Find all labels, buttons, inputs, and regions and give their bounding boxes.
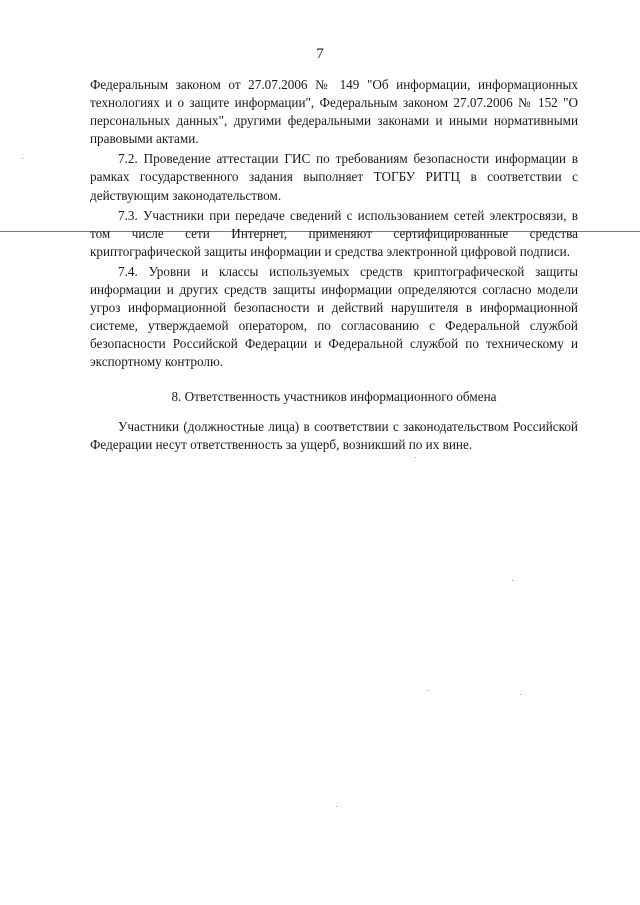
paragraph-7-4: 7.4. Уровни и классы используемых средств криптографической защиты информации и других средств защиты информации определяются согласно модели угроз информационной безопасности и действий нарушителя в информационной системе, утверждаемой оператором, по согласованию с Федеральной службой безопасности Российской Федерации и Федеральной службой по техническому и экспортному контролю.: [90, 263, 578, 370]
paragraph-7-3: 7.3. Участники при передаче сведений с использованием сетей электросвязи, в том числе сети Интернет, применяют сертифицированные средства криптографической защиты информации и средства электронной цифровой подписи.: [90, 207, 578, 259]
document-body: [90, 76, 578, 454]
scan-speck: [520, 694, 521, 695]
page-number: 7: [316, 46, 324, 62]
paragraph-7-2: 7.2. Проведение аттестации ГИС по требованиям безопасности информации в рамках государственного задания выполняет ТОГБУ РИТЦ в соответствии с действующим законодательством.: [90, 151, 578, 203]
scan-speck: [415, 457, 416, 458]
paragraph-intro-continuation: Федеральным законом от 27.07.2006 № 149 "Об информации, информационных технологиях и о защите информации", Федеральным законом 27.07.2006 № 152 "О персональных данных", другими федеральными законами и иными нормативными правовыми актами.: [90, 77, 578, 147]
section-8-heading: 8. Ответственность участников информационного обмена: [171, 388, 497, 404]
scan-speck: [428, 690, 429, 691]
section-8-paragraph: Участники (должностные лица) в соответствии с законодательством Российской Федерации несут ответственность за ущерб, возникший по их вине.: [90, 418, 578, 452]
scan-speck: [22, 158, 23, 159]
scan-speck: [512, 580, 513, 581]
scan-speck: [336, 806, 337, 807]
